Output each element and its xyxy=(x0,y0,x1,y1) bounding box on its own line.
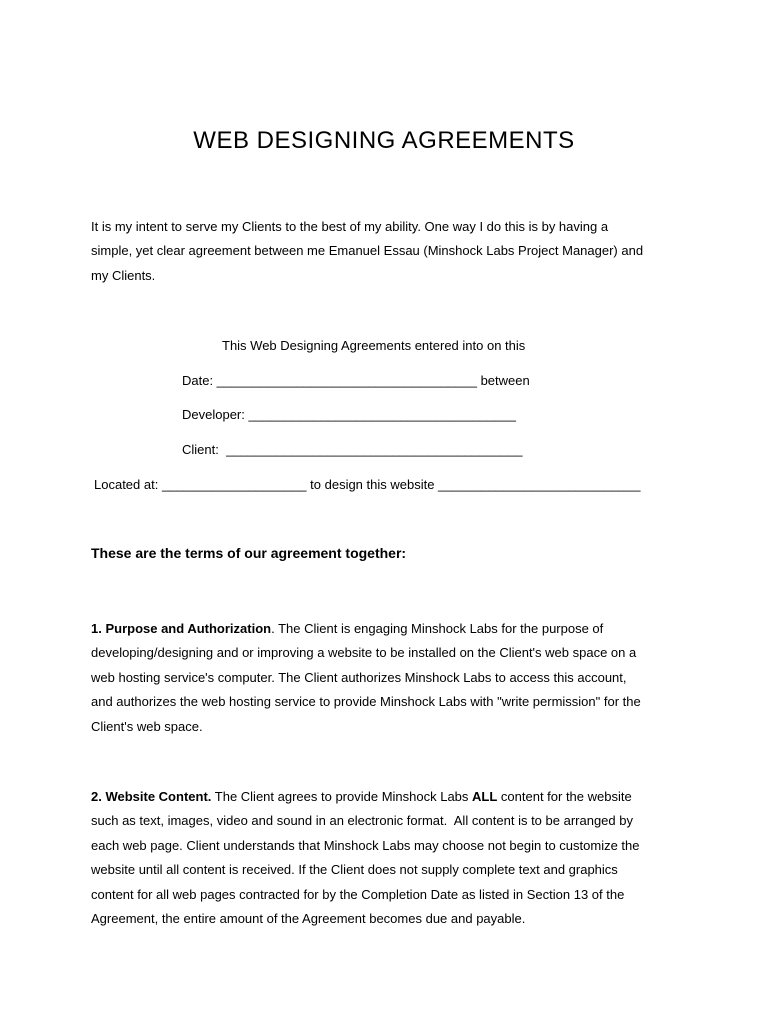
terms-heading: These are the terms of our agreement together: xyxy=(91,545,407,561)
intro-line-1: It is my intent to serve my Clients to the best of my ability. One way I do this is by having a xyxy=(91,219,609,234)
section-1-line-3: web hosting service's computer. The Client authorizes Minshock Labs to access this account, xyxy=(91,670,627,685)
section-1-line-2: developing/designing and or improving a website to be installed on the Client's web space on a xyxy=(91,645,637,660)
section-2-line-5: content for all web pages contracted for by the Completion Date as listed in Section 13 of the xyxy=(91,887,625,902)
section-2-line-1-pre: The Client agrees to provide Minshock Labs xyxy=(211,789,473,804)
section-2-line-2: such as text, images, video and sound in an electronic format. All content is to be arranged by xyxy=(91,813,633,828)
section-2-line-4: website until all content is received. If the Client does not supply complete text and graphics xyxy=(91,862,618,877)
intro-line-3: my Clients. xyxy=(91,268,156,283)
section-1-line-1 xyxy=(91,621,603,637)
section-2-heading: 2. Website Content. xyxy=(91,789,212,804)
section-1-line-1-text: . The Client is engaging Minshock Labs for the purpose of xyxy=(271,621,604,636)
section-2-line-1-post: content for the website xyxy=(497,789,632,804)
located-field: Located at: ____________________ to design this website ____________________________ xyxy=(94,477,641,492)
section-2-line-1-bold: ALL xyxy=(472,789,498,804)
developer-field: Developer: _____________________________________ xyxy=(182,407,516,422)
section-1-line-5: Client's web space. xyxy=(91,719,203,734)
agreement-header: This Web Designing Agreements entered into on this xyxy=(222,338,526,353)
section-2-line-3: each web page. Client understands that Minshock Labs may choose not begin to customize the xyxy=(91,838,640,853)
section-1-line-4: and authorizes the web hosting service to provide Minshock Labs with "write permission" for the xyxy=(91,694,641,709)
section-2-line-1 xyxy=(91,789,632,805)
date-field: Date: ____________________________________ between xyxy=(182,373,530,388)
document-title: WEB DESIGNING AGREEMENTS xyxy=(193,127,575,154)
intro-line-2: simple, yet clear agreement between me Emanuel Essau (Minshock Labs Project Manager) and xyxy=(91,243,644,258)
section-2-line-6: Agreement, the entire amount of the Agreement becomes due and payable. xyxy=(91,911,526,926)
section-1-heading: 1. Purpose and Authorization xyxy=(91,621,272,636)
client-field: Client: _________________________________________ xyxy=(182,442,523,457)
